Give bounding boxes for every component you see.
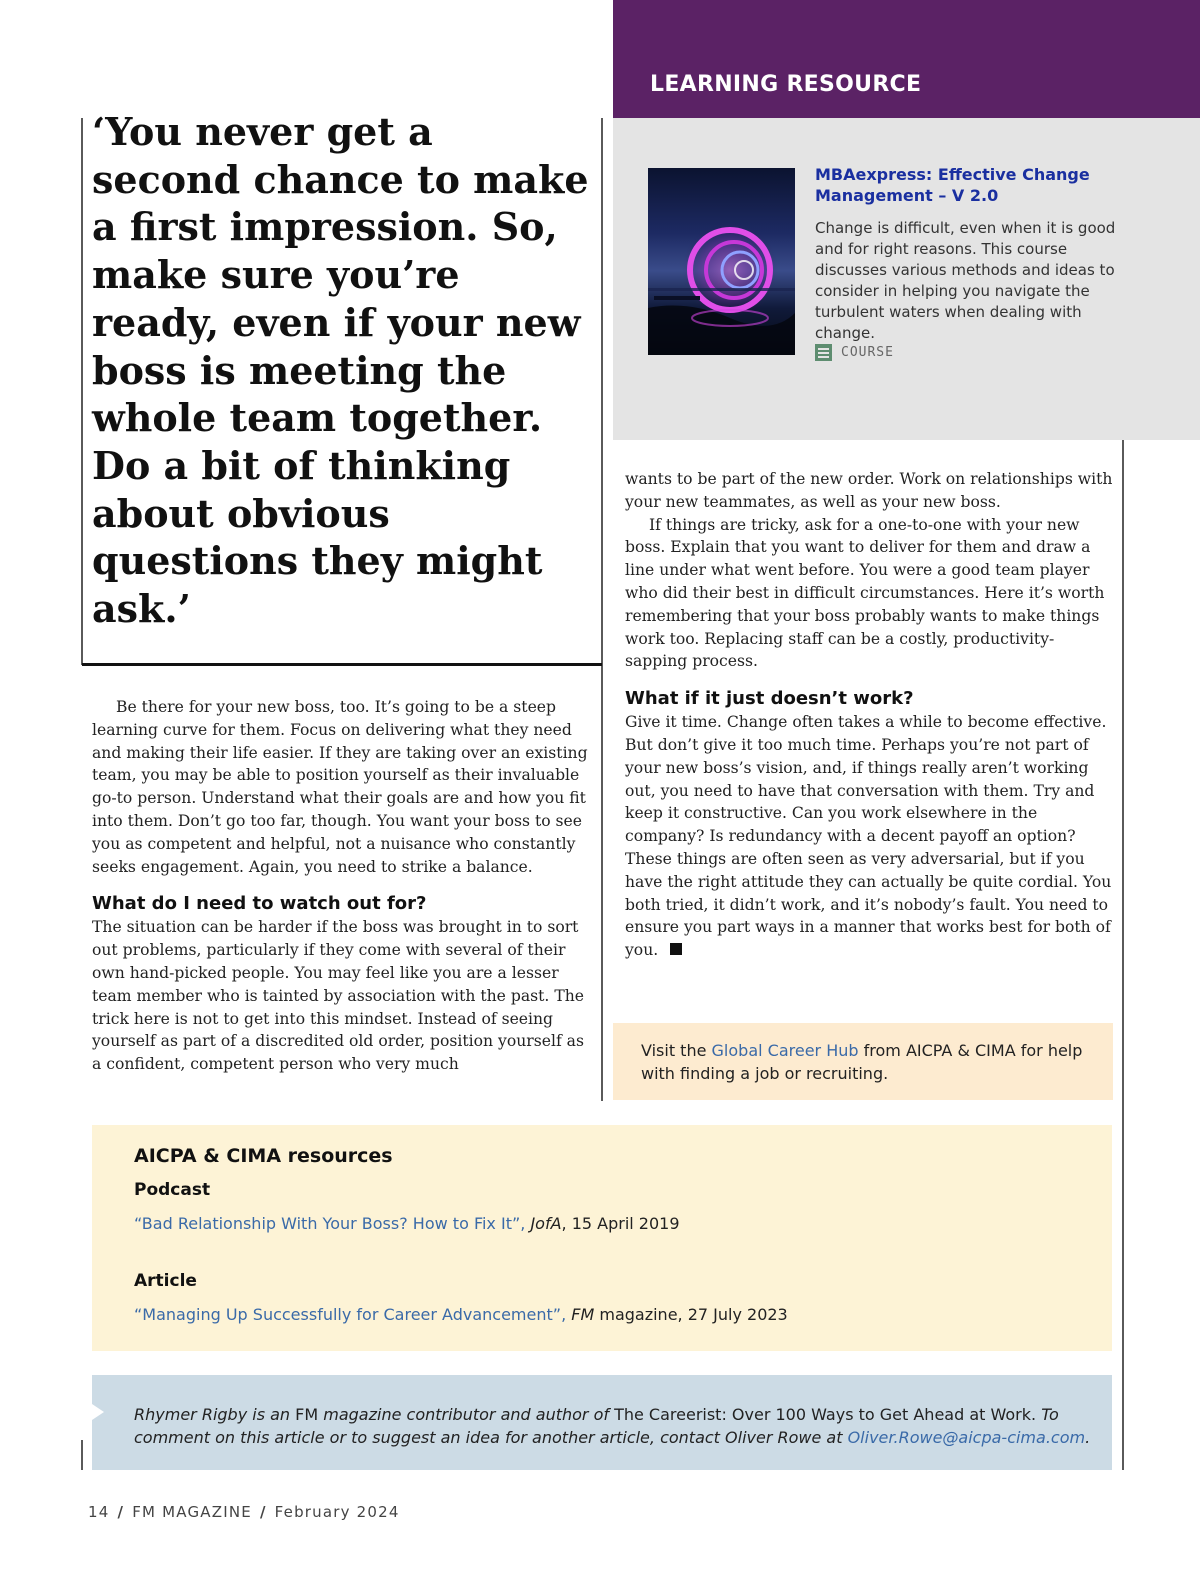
pull-quote: ‘You never get a second chance to make a first impression. So, make sure you’re ready, even if your new boss is meeting the whole team together. Do a bit of thinking about obvious questions they might ask.’ [92, 109, 589, 632]
author-bio-end: . [1085, 1428, 1091, 1447]
bottom-left-rule [81, 1440, 83, 1470]
right-paragraph-2: If things are tricky, ask for a one-to-one with your new boss. Explain that you want to deliver for them and draw a line under what went before. You were a good team player who did their best in difficult circumstances. Here it’s worth remembering that your boss probably wants to make things work too. Replacing staff can be a costly, productivity-sapping process. [625, 515, 1105, 671]
left-paragraph-1: Be there for your new boss, too. It’s going to be a steep learning curve for them. Focus on delivering what they need and making their life easier. If they are taking over an existing team, you may be able to position yourself as their invaluable go-to person. Understand what their goals are and how you fit into them. Don’t go too far, though. You want your boss to see you as competent and helpful, not a nuisance who constantly seeks engagement. Again, you need to strike a balance. [92, 698, 588, 876]
article-source: FM [571, 1305, 595, 1324]
contact-email-link[interactable]: Oliver.Rowe@aicpa-cima.com [847, 1428, 1086, 1447]
left-column [92, 696, 592, 1076]
career-hub-text [641, 1039, 1091, 1085]
learning-resource-title: LEARNING RESOURCE [650, 72, 922, 97]
subheading-doesnt-work: What if it just doesn’t work? [625, 688, 914, 710]
right-column-rule [1122, 440, 1124, 1470]
course-type-label: COURSE [841, 345, 894, 360]
left-paragraph-2: The situation can be harder if the boss was brought in to sort out problems, particularly if they come with several of their own hand-picked people. You may feel like you are a lesser team member who is tainted by association with the past. The trick here is not to get into this mindset. Instead of seeing yourself as part of a discredited old order, position yourself as a confident, competent person who very much [92, 918, 584, 1074]
subheading-watch-out: What do I need to watch out for? [92, 893, 427, 915]
career-hub-prefix: Visit the [641, 1041, 712, 1060]
footer-separator-2: / [259, 1503, 267, 1521]
issue-date: February 2024 [274, 1503, 400, 1521]
right-paragraph-1: wants to be part of the new order. Work on relationships with your new teammates, as well as your new boss. [625, 470, 1113, 511]
article-label: Article [134, 1271, 197, 1291]
podcast-open-quote: “ [134, 1214, 142, 1233]
learning-resource-header [613, 0, 1200, 118]
resources-heading: AICPA & CIMA resources [134, 1145, 393, 1167]
article-link[interactable]: Managing Up Successfully for Career Advancement [142, 1305, 553, 1324]
podcast-link[interactable]: Bad Relationship With Your Boss? How to Fix It [141, 1214, 512, 1233]
course-title-link[interactable]: MBAexpress: Effective Change Management – V 2.0 [815, 165, 1090, 205]
author-box-notch [92, 1404, 104, 1420]
podcast-label: Podcast [134, 1180, 211, 1200]
course-type-tag [815, 344, 894, 361]
author-bio [134, 1403, 1094, 1449]
career-hub-callout [613, 1023, 1113, 1100]
right-paragraph-3 [625, 711, 1115, 962]
pull-quote-divider [82, 663, 602, 666]
magazine-name: FM MAGAZINE [132, 1503, 252, 1521]
podcast-source: JofA [530, 1214, 562, 1233]
podcast-close-quote: ”, [511, 1214, 531, 1233]
podcast-item [134, 1212, 1074, 1236]
global-career-hub-link[interactable]: Global Career Hub [711, 1041, 859, 1060]
author-book-title: The Careerist: Over 100 Ways to Get Ahead at Work. [614, 1405, 1037, 1424]
resources-box [92, 1125, 1112, 1351]
article-item [134, 1303, 1074, 1327]
author-bio-part-5: To comment on this article or to suggest an idea for another article, contact Oliver Rowe at [134, 1405, 1059, 1447]
right-column [625, 468, 1115, 962]
right-paragraph-3-text: Give it time. Change often takes a while to become effective. But don’t give it too much time. Perhaps you’re not part of your new boss’s vision, and, if things really aren’t working out, you need to have that conversation with them. Try and keep it constructive. Can you work elsewhere in the company? Is redundancy with a decent payoff an option? These things are often seen as very adversarial, but if you have the right attitude they can actually be quite cordial. You both tried, it didn’t work, and it’s nobody’s fault. You need to ensure you part ways in a manner that works best for both of you. [625, 713, 1112, 960]
page-number: 14 [88, 1503, 110, 1521]
author-bio-fm: FM [295, 1405, 319, 1424]
course-description: Change is difficult, even when it is good and for right reasons. This course discusses various methods and ideas to consider in helping you navigate the turbulent waters when dealing with change. [815, 219, 1116, 342]
footer-separator-1: / [117, 1503, 125, 1521]
article-open-quote: “ [134, 1305, 143, 1324]
left-column-rule [81, 118, 83, 665]
author-bio-part-3: magazine contributor and author of [318, 1405, 615, 1424]
page-footer [88, 1503, 400, 1521]
article-close-quote: ”, [552, 1305, 572, 1324]
career-hub-suffix: from AICPA & CIMA for help with finding a job or recruiting. [641, 1041, 1083, 1083]
author-bio-box [92, 1375, 1112, 1470]
author-bio-part-1: Rhymer Rigby is an [134, 1405, 296, 1424]
course-thumbnail[interactable] [648, 168, 795, 355]
podcast-date: , 15 April 2019 [561, 1214, 680, 1233]
learning-resource-panel[interactable] [613, 118, 1200, 440]
glowing-rings-image [648, 168, 795, 355]
center-column-rule [601, 118, 603, 1101]
article-date: magazine, 27 July 2023 [594, 1305, 788, 1324]
end-of-article-mark [670, 943, 682, 955]
document-icon [815, 344, 832, 361]
